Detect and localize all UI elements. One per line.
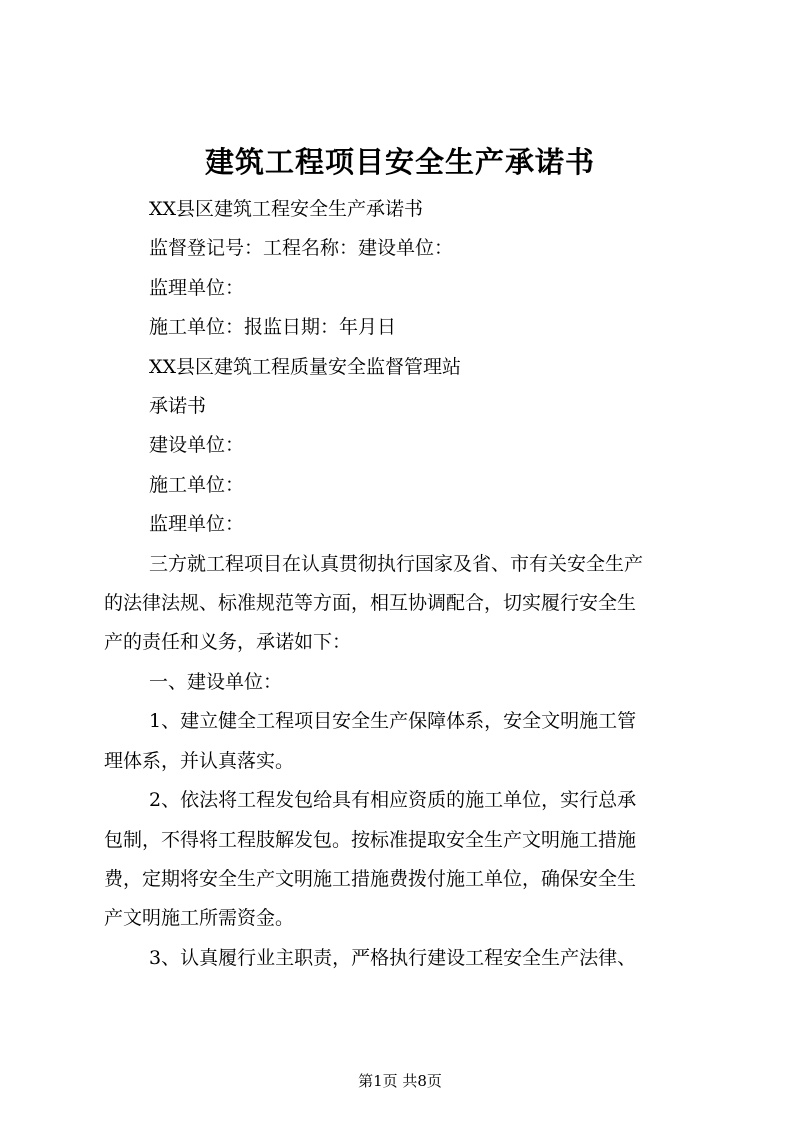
text-line: XX县区建筑工程安全生产承诺书 xyxy=(149,198,424,220)
document-body xyxy=(104,190,706,978)
text-line: 承诺书 xyxy=(149,395,207,418)
section-heading: 一、建设单位： xyxy=(149,670,283,693)
paragraph-line: 产文明施工所需资金。 xyxy=(104,907,295,930)
text-line: 监理单位： xyxy=(149,513,245,536)
text-line: 监理单位： xyxy=(149,276,245,299)
paragraph-line: 理体系，并认真落实。 xyxy=(104,749,295,772)
text-line: XX县区建筑工程质量安全监督管理站 xyxy=(149,355,462,378)
text-line: 施工单位：报监日期：年月日 xyxy=(149,316,397,339)
text-line: 施工单位： xyxy=(149,473,245,496)
page-number: 第1页 共8页 xyxy=(358,1072,442,1090)
paragraph-line: 2、依法将工程发包给具有相应资质的施工单位，实行总承 xyxy=(149,789,637,812)
paragraph-line: 包制，不得将工程肢解发包。按标准提取安全生产文明施工措施 xyxy=(104,828,637,851)
text-line: 建设单位： xyxy=(149,434,245,457)
paragraph-line: 的法律法规、标准规范等方面，相互协调配合，切实履行安全生 xyxy=(104,592,637,615)
text-line: 监督登记号：工程名称：建设单位： xyxy=(149,237,454,260)
paragraph-line: 三方就工程项目在认真贯彻执行国家及省、市有关安全生产 xyxy=(149,552,644,575)
document-title: 建筑工程项目安全生产承诺书 xyxy=(204,145,595,179)
paragraph-line: 1、建立健全工程项目安全生产保障体系，安全文明施工管 xyxy=(149,710,637,733)
paragraph-line: 产的责任和义务，承诺如下： xyxy=(104,631,352,654)
paragraph-line: 费，定期将安全生产文明施工措施费拨付施工单位，确保安全生 xyxy=(104,867,637,890)
paragraph-line: 3、认真履行业主职责，严格执行建设工程安全生产法律、 xyxy=(149,946,637,969)
